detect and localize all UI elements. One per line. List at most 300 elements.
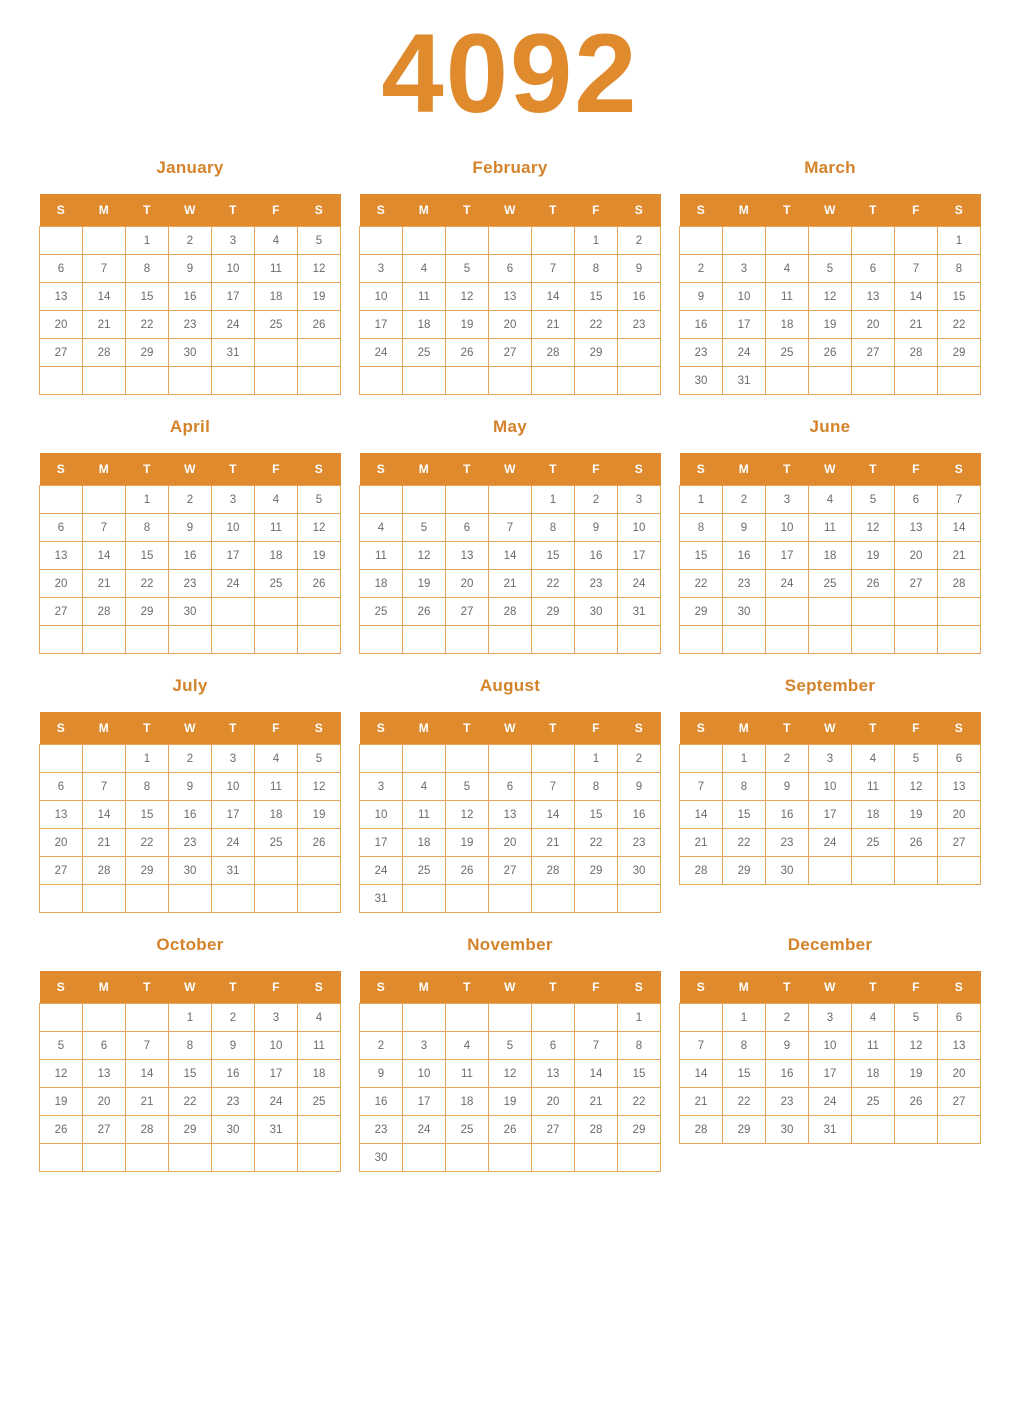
day-cell[interactable]: 10 — [403, 1060, 446, 1088]
day-cell[interactable]: 20 — [532, 1088, 575, 1116]
day-cell[interactable]: 13 — [489, 283, 532, 311]
day-cell[interactable]: 23 — [360, 1116, 403, 1144]
day-cell[interactable]: 14 — [895, 283, 938, 311]
day-cell[interactable]: 17 — [403, 1088, 446, 1116]
day-cell[interactable]: 17 — [212, 542, 255, 570]
day-cell[interactable]: 5 — [809, 255, 852, 283]
day-cell[interactable]: 11 — [809, 514, 852, 542]
day-cell[interactable]: 2 — [212, 1004, 255, 1032]
day-cell[interactable]: 3 — [255, 1004, 298, 1032]
day-cell[interactable]: 28 — [680, 857, 723, 885]
day-cell[interactable]: 25 — [809, 570, 852, 598]
day-cell[interactable]: 13 — [446, 542, 489, 570]
day-cell[interactable]: 4 — [403, 255, 446, 283]
day-cell[interactable]: 28 — [489, 598, 532, 626]
day-cell[interactable]: 5 — [446, 773, 489, 801]
day-cell[interactable]: 19 — [40, 1088, 83, 1116]
day-cell[interactable]: 29 — [618, 1116, 661, 1144]
day-cell[interactable]: 13 — [532, 1060, 575, 1088]
day-cell[interactable]: 1 — [126, 745, 169, 773]
day-cell[interactable]: 19 — [298, 801, 341, 829]
day-cell[interactable]: 22 — [126, 311, 169, 339]
day-cell[interactable]: 21 — [895, 311, 938, 339]
day-cell[interactable]: 24 — [723, 339, 766, 367]
day-cell[interactable]: 31 — [618, 598, 661, 626]
day-cell[interactable]: 3 — [403, 1032, 446, 1060]
day-cell[interactable]: 13 — [40, 801, 83, 829]
day-cell[interactable]: 10 — [809, 773, 852, 801]
day-cell[interactable]: 12 — [489, 1060, 532, 1088]
day-cell[interactable]: 14 — [83, 801, 126, 829]
day-cell[interactable]: 8 — [723, 1032, 766, 1060]
day-cell[interactable]: 25 — [403, 339, 446, 367]
day-cell[interactable]: 18 — [360, 570, 403, 598]
day-cell[interactable]: 7 — [938, 486, 981, 514]
day-cell[interactable]: 10 — [766, 514, 809, 542]
day-cell[interactable]: 24 — [360, 857, 403, 885]
day-cell[interactable]: 1 — [680, 486, 723, 514]
day-cell[interactable]: 5 — [895, 1004, 938, 1032]
day-cell[interactable]: 10 — [618, 514, 661, 542]
day-cell[interactable]: 21 — [126, 1088, 169, 1116]
day-cell[interactable]: 28 — [938, 570, 981, 598]
day-cell[interactable]: 27 — [532, 1116, 575, 1144]
day-cell[interactable]: 12 — [446, 801, 489, 829]
day-cell[interactable]: 16 — [169, 542, 212, 570]
day-cell[interactable]: 10 — [255, 1032, 298, 1060]
day-cell[interactable]: 14 — [126, 1060, 169, 1088]
day-cell[interactable]: 21 — [83, 311, 126, 339]
day-cell[interactable]: 3 — [618, 486, 661, 514]
day-cell[interactable]: 30 — [169, 857, 212, 885]
day-cell[interactable]: 17 — [360, 829, 403, 857]
day-cell[interactable]: 20 — [40, 829, 83, 857]
day-cell[interactable]: 24 — [766, 570, 809, 598]
day-cell[interactable]: 12 — [40, 1060, 83, 1088]
day-cell[interactable]: 7 — [532, 773, 575, 801]
day-cell[interactable]: 29 — [126, 339, 169, 367]
day-cell[interactable]: 10 — [212, 255, 255, 283]
day-cell[interactable]: 2 — [618, 227, 661, 255]
day-cell[interactable]: 4 — [403, 773, 446, 801]
day-cell[interactable]: 4 — [852, 1004, 895, 1032]
day-cell[interactable]: 4 — [446, 1032, 489, 1060]
day-cell[interactable]: 30 — [169, 339, 212, 367]
day-cell[interactable]: 3 — [360, 773, 403, 801]
day-cell[interactable]: 30 — [766, 857, 809, 885]
day-cell[interactable]: 22 — [169, 1088, 212, 1116]
day-cell[interactable]: 25 — [446, 1116, 489, 1144]
day-cell[interactable]: 25 — [255, 570, 298, 598]
day-cell[interactable]: 21 — [489, 570, 532, 598]
day-cell[interactable]: 26 — [446, 857, 489, 885]
day-cell[interactable]: 9 — [169, 514, 212, 542]
day-cell[interactable]: 26 — [489, 1116, 532, 1144]
day-cell[interactable]: 21 — [575, 1088, 618, 1116]
day-cell[interactable]: 15 — [126, 542, 169, 570]
day-cell[interactable]: 17 — [766, 542, 809, 570]
day-cell[interactable]: 26 — [298, 829, 341, 857]
day-cell[interactable]: 19 — [809, 311, 852, 339]
day-cell[interactable]: 29 — [938, 339, 981, 367]
day-cell[interactable]: 21 — [680, 829, 723, 857]
day-cell[interactable]: 6 — [852, 255, 895, 283]
day-cell[interactable]: 1 — [723, 745, 766, 773]
day-cell[interactable]: 6 — [489, 255, 532, 283]
day-cell[interactable]: 13 — [83, 1060, 126, 1088]
day-cell[interactable]: 5 — [298, 486, 341, 514]
day-cell[interactable]: 27 — [852, 339, 895, 367]
day-cell[interactable]: 10 — [809, 1032, 852, 1060]
day-cell[interactable]: 11 — [403, 283, 446, 311]
day-cell[interactable]: 14 — [83, 283, 126, 311]
day-cell[interactable]: 4 — [255, 745, 298, 773]
day-cell[interactable]: 31 — [809, 1116, 852, 1144]
day-cell[interactable]: 23 — [766, 829, 809, 857]
day-cell[interactable]: 27 — [40, 598, 83, 626]
day-cell[interactable]: 19 — [403, 570, 446, 598]
day-cell[interactable]: 15 — [723, 801, 766, 829]
day-cell[interactable]: 11 — [255, 514, 298, 542]
day-cell[interactable]: 15 — [575, 801, 618, 829]
day-cell[interactable]: 30 — [575, 598, 618, 626]
day-cell[interactable]: 16 — [766, 1060, 809, 1088]
day-cell[interactable]: 8 — [938, 255, 981, 283]
day-cell[interactable]: 19 — [298, 542, 341, 570]
day-cell[interactable]: 11 — [446, 1060, 489, 1088]
day-cell[interactable]: 8 — [126, 255, 169, 283]
day-cell[interactable]: 14 — [938, 514, 981, 542]
day-cell[interactable]: 3 — [212, 486, 255, 514]
day-cell[interactable]: 28 — [895, 339, 938, 367]
day-cell[interactable]: 8 — [680, 514, 723, 542]
day-cell[interactable]: 23 — [169, 570, 212, 598]
day-cell[interactable]: 9 — [169, 773, 212, 801]
day-cell[interactable]: 16 — [360, 1088, 403, 1116]
day-cell[interactable]: 2 — [575, 486, 618, 514]
day-cell[interactable]: 21 — [83, 570, 126, 598]
day-cell[interactable]: 9 — [766, 773, 809, 801]
day-cell[interactable]: 7 — [83, 514, 126, 542]
day-cell[interactable]: 18 — [809, 542, 852, 570]
day-cell[interactable]: 21 — [938, 542, 981, 570]
day-cell[interactable]: 25 — [255, 311, 298, 339]
day-cell[interactable]: 22 — [126, 570, 169, 598]
day-cell[interactable]: 22 — [723, 829, 766, 857]
day-cell[interactable]: 24 — [809, 1088, 852, 1116]
day-cell[interactable]: 22 — [575, 829, 618, 857]
day-cell[interactable]: 1 — [575, 227, 618, 255]
day-cell[interactable]: 4 — [852, 745, 895, 773]
day-cell[interactable]: 3 — [360, 255, 403, 283]
day-cell[interactable]: 8 — [723, 773, 766, 801]
day-cell[interactable]: 28 — [532, 857, 575, 885]
day-cell[interactable]: 13 — [938, 1032, 981, 1060]
day-cell[interactable]: 22 — [126, 829, 169, 857]
day-cell[interactable]: 18 — [766, 311, 809, 339]
day-cell[interactable]: 28 — [83, 857, 126, 885]
day-cell[interactable]: 15 — [126, 283, 169, 311]
day-cell[interactable]: 5 — [446, 255, 489, 283]
day-cell[interactable]: 1 — [126, 227, 169, 255]
day-cell[interactable]: 22 — [680, 570, 723, 598]
day-cell[interactable]: 26 — [446, 339, 489, 367]
day-cell[interactable]: 18 — [446, 1088, 489, 1116]
day-cell[interactable]: 6 — [40, 514, 83, 542]
day-cell[interactable]: 11 — [852, 1032, 895, 1060]
day-cell[interactable]: 2 — [766, 1004, 809, 1032]
day-cell[interactable]: 18 — [298, 1060, 341, 1088]
day-cell[interactable]: 27 — [40, 857, 83, 885]
day-cell[interactable]: 27 — [446, 598, 489, 626]
day-cell[interactable]: 7 — [895, 255, 938, 283]
day-cell[interactable]: 19 — [895, 1060, 938, 1088]
day-cell[interactable]: 23 — [212, 1088, 255, 1116]
day-cell[interactable]: 10 — [360, 283, 403, 311]
day-cell[interactable]: 31 — [212, 339, 255, 367]
day-cell[interactable]: 12 — [809, 283, 852, 311]
day-cell[interactable]: 31 — [255, 1116, 298, 1144]
day-cell[interactable]: 11 — [298, 1032, 341, 1060]
day-cell[interactable]: 23 — [723, 570, 766, 598]
day-cell[interactable]: 29 — [723, 1116, 766, 1144]
day-cell[interactable]: 10 — [212, 514, 255, 542]
day-cell[interactable]: 16 — [212, 1060, 255, 1088]
day-cell[interactable]: 26 — [403, 598, 446, 626]
day-cell[interactable]: 5 — [489, 1032, 532, 1060]
day-cell[interactable]: 20 — [489, 311, 532, 339]
day-cell[interactable]: 28 — [126, 1116, 169, 1144]
day-cell[interactable]: 8 — [575, 255, 618, 283]
day-cell[interactable]: 15 — [723, 1060, 766, 1088]
day-cell[interactable]: 19 — [489, 1088, 532, 1116]
day-cell[interactable]: 30 — [680, 367, 723, 395]
day-cell[interactable]: 2 — [169, 486, 212, 514]
day-cell[interactable]: 26 — [852, 570, 895, 598]
day-cell[interactable]: 7 — [575, 1032, 618, 1060]
day-cell[interactable]: 5 — [298, 745, 341, 773]
day-cell[interactable]: 7 — [680, 1032, 723, 1060]
day-cell[interactable]: 15 — [680, 542, 723, 570]
day-cell[interactable]: 8 — [575, 773, 618, 801]
day-cell[interactable]: 18 — [255, 283, 298, 311]
day-cell[interactable]: 10 — [360, 801, 403, 829]
day-cell[interactable]: 26 — [40, 1116, 83, 1144]
day-cell[interactable]: 16 — [169, 283, 212, 311]
day-cell[interactable]: 24 — [212, 570, 255, 598]
day-cell[interactable]: 23 — [680, 339, 723, 367]
day-cell[interactable]: 22 — [575, 311, 618, 339]
day-cell[interactable]: 15 — [618, 1060, 661, 1088]
day-cell[interactable]: 20 — [895, 542, 938, 570]
day-cell[interactable]: 12 — [895, 773, 938, 801]
day-cell[interactable]: 12 — [403, 542, 446, 570]
day-cell[interactable]: 11 — [360, 542, 403, 570]
day-cell[interactable]: 14 — [532, 801, 575, 829]
day-cell[interactable]: 24 — [255, 1088, 298, 1116]
day-cell[interactable]: 16 — [618, 801, 661, 829]
day-cell[interactable]: 1 — [618, 1004, 661, 1032]
day-cell[interactable]: 25 — [403, 857, 446, 885]
day-cell[interactable]: 22 — [532, 570, 575, 598]
day-cell[interactable]: 6 — [532, 1032, 575, 1060]
day-cell[interactable]: 22 — [618, 1088, 661, 1116]
day-cell[interactable]: 1 — [575, 745, 618, 773]
day-cell[interactable]: 30 — [360, 1144, 403, 1172]
day-cell[interactable]: 1 — [723, 1004, 766, 1032]
day-cell[interactable]: 28 — [575, 1116, 618, 1144]
day-cell[interactable]: 7 — [83, 255, 126, 283]
day-cell[interactable]: 23 — [169, 311, 212, 339]
day-cell[interactable]: 5 — [40, 1032, 83, 1060]
day-cell[interactable]: 3 — [809, 1004, 852, 1032]
day-cell[interactable]: 9 — [169, 255, 212, 283]
day-cell[interactable]: 14 — [532, 283, 575, 311]
day-cell[interactable]: 30 — [618, 857, 661, 885]
day-cell[interactable]: 24 — [360, 339, 403, 367]
day-cell[interactable]: 2 — [618, 745, 661, 773]
day-cell[interactable]: 30 — [723, 598, 766, 626]
day-cell[interactable]: 29 — [723, 857, 766, 885]
day-cell[interactable]: 14 — [680, 801, 723, 829]
day-cell[interactable]: 11 — [852, 773, 895, 801]
day-cell[interactable]: 2 — [723, 486, 766, 514]
day-cell[interactable]: 13 — [40, 283, 83, 311]
day-cell[interactable]: 9 — [723, 514, 766, 542]
day-cell[interactable]: 7 — [680, 773, 723, 801]
day-cell[interactable]: 6 — [446, 514, 489, 542]
day-cell[interactable]: 26 — [809, 339, 852, 367]
day-cell[interactable]: 6 — [40, 773, 83, 801]
day-cell[interactable]: 6 — [40, 255, 83, 283]
day-cell[interactable]: 25 — [766, 339, 809, 367]
day-cell[interactable]: 23 — [575, 570, 618, 598]
day-cell[interactable]: 13 — [40, 542, 83, 570]
day-cell[interactable]: 13 — [895, 514, 938, 542]
day-cell[interactable]: 16 — [618, 283, 661, 311]
day-cell[interactable]: 17 — [255, 1060, 298, 1088]
day-cell[interactable]: 9 — [618, 255, 661, 283]
day-cell[interactable]: 2 — [360, 1032, 403, 1060]
day-cell[interactable]: 11 — [766, 283, 809, 311]
day-cell[interactable]: 29 — [169, 1116, 212, 1144]
day-cell[interactable]: 27 — [938, 1088, 981, 1116]
day-cell[interactable]: 30 — [766, 1116, 809, 1144]
day-cell[interactable]: 31 — [360, 885, 403, 913]
day-cell[interactable]: 4 — [298, 1004, 341, 1032]
day-cell[interactable]: 20 — [83, 1088, 126, 1116]
day-cell[interactable]: 16 — [766, 801, 809, 829]
day-cell[interactable]: 30 — [169, 598, 212, 626]
day-cell[interactable]: 3 — [212, 227, 255, 255]
day-cell[interactable]: 2 — [766, 745, 809, 773]
day-cell[interactable]: 31 — [723, 367, 766, 395]
day-cell[interactable]: 14 — [680, 1060, 723, 1088]
day-cell[interactable]: 19 — [446, 829, 489, 857]
day-cell[interactable]: 17 — [360, 311, 403, 339]
day-cell[interactable]: 17 — [809, 1060, 852, 1088]
day-cell[interactable]: 15 — [575, 283, 618, 311]
day-cell[interactable]: 11 — [403, 801, 446, 829]
day-cell[interactable]: 31 — [212, 857, 255, 885]
day-cell[interactable]: 18 — [403, 829, 446, 857]
day-cell[interactable]: 9 — [766, 1032, 809, 1060]
day-cell[interactable]: 28 — [532, 339, 575, 367]
day-cell[interactable]: 23 — [618, 829, 661, 857]
day-cell[interactable]: 17 — [723, 311, 766, 339]
day-cell[interactable]: 25 — [298, 1088, 341, 1116]
day-cell[interactable]: 1 — [532, 486, 575, 514]
day-cell[interactable]: 21 — [532, 829, 575, 857]
day-cell[interactable]: 4 — [809, 486, 852, 514]
day-cell[interactable]: 12 — [852, 514, 895, 542]
day-cell[interactable]: 25 — [360, 598, 403, 626]
day-cell[interactable]: 10 — [212, 773, 255, 801]
day-cell[interactable]: 25 — [852, 829, 895, 857]
day-cell[interactable]: 16 — [723, 542, 766, 570]
day-cell[interactable]: 28 — [83, 598, 126, 626]
day-cell[interactable]: 24 — [212, 829, 255, 857]
day-cell[interactable]: 12 — [446, 283, 489, 311]
day-cell[interactable]: 11 — [255, 255, 298, 283]
day-cell[interactable]: 20 — [446, 570, 489, 598]
day-cell[interactable]: 27 — [40, 339, 83, 367]
day-cell[interactable]: 9 — [360, 1060, 403, 1088]
day-cell[interactable]: 13 — [852, 283, 895, 311]
day-cell[interactable]: 15 — [532, 542, 575, 570]
day-cell[interactable]: 1 — [169, 1004, 212, 1032]
day-cell[interactable]: 10 — [723, 283, 766, 311]
day-cell[interactable]: 5 — [403, 514, 446, 542]
day-cell[interactable]: 20 — [938, 1060, 981, 1088]
day-cell[interactable]: 23 — [169, 829, 212, 857]
day-cell[interactable]: 7 — [83, 773, 126, 801]
day-cell[interactable]: 18 — [852, 801, 895, 829]
day-cell[interactable]: 8 — [532, 514, 575, 542]
day-cell[interactable]: 15 — [126, 801, 169, 829]
day-cell[interactable]: 14 — [83, 542, 126, 570]
day-cell[interactable]: 24 — [618, 570, 661, 598]
day-cell[interactable]: 19 — [446, 311, 489, 339]
day-cell[interactable]: 26 — [895, 829, 938, 857]
day-cell[interactable]: 29 — [126, 857, 169, 885]
day-cell[interactable]: 13 — [489, 801, 532, 829]
day-cell[interactable]: 29 — [575, 857, 618, 885]
day-cell[interactable]: 9 — [618, 773, 661, 801]
day-cell[interactable]: 13 — [938, 773, 981, 801]
day-cell[interactable]: 17 — [809, 801, 852, 829]
day-cell[interactable]: 20 — [489, 829, 532, 857]
day-cell[interactable]: 12 — [298, 255, 341, 283]
day-cell[interactable]: 8 — [169, 1032, 212, 1060]
day-cell[interactable]: 29 — [680, 598, 723, 626]
day-cell[interactable]: 9 — [575, 514, 618, 542]
day-cell[interactable]: 28 — [680, 1116, 723, 1144]
day-cell[interactable]: 27 — [489, 857, 532, 885]
day-cell[interactable]: 5 — [895, 745, 938, 773]
day-cell[interactable]: 26 — [298, 311, 341, 339]
day-cell[interactable]: 28 — [83, 339, 126, 367]
day-cell[interactable]: 12 — [895, 1032, 938, 1060]
day-cell[interactable]: 9 — [212, 1032, 255, 1060]
day-cell[interactable]: 23 — [618, 311, 661, 339]
day-cell[interactable]: 3 — [212, 745, 255, 773]
day-cell[interactable]: 6 — [895, 486, 938, 514]
day-cell[interactable]: 20 — [40, 570, 83, 598]
day-cell[interactable]: 7 — [532, 255, 575, 283]
day-cell[interactable]: 24 — [212, 311, 255, 339]
day-cell[interactable]: 16 — [680, 311, 723, 339]
